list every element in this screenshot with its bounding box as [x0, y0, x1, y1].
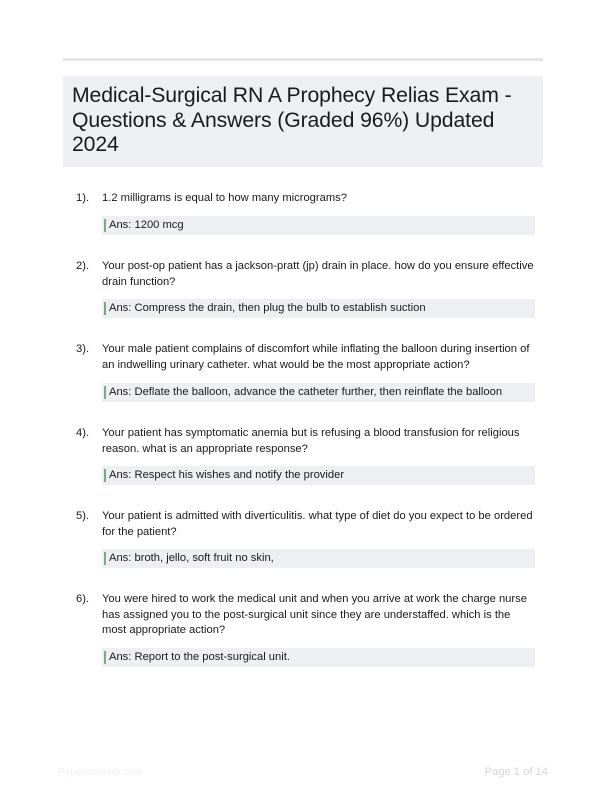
top-divider [63, 58, 543, 61]
answer-box: Ans: Compress the drain, then plug the bulb to establish suction [102, 299, 535, 318]
question-number: 3). [76, 343, 90, 355]
answer-box: Ans: Deflate the balloon, advance the catheter further, then reinflate the balloon [102, 383, 535, 402]
answer-box: Ans: Respect his wishes and notify the provider [102, 466, 535, 485]
answer-box: Ans: broth, jello, soft fruit no skin, [102, 549, 535, 568]
question-text: Your male patient complains of discomfort while inflating the balloon during insertion of an indwelling urinary catheter. what would be the most appropriate action? [102, 343, 530, 371]
question-text: Your patient has symptomatic anemia but is refusing a blood transfusion for religious reason. what is an appropriate response? [102, 427, 520, 455]
page-number: Page 1 of 14 [484, 766, 548, 778]
question-text: 1.2 milligrams is equal to how many micrograms? [102, 192, 347, 204]
question-number: 5). [76, 510, 90, 522]
question-text: Your post-op patient has a jackson-pratt (jp) drain in place. how do you ensure effective drain function? [102, 260, 534, 288]
question-number: 2). [76, 260, 90, 272]
question-number: 4). [76, 427, 90, 439]
question-number: 1). [76, 192, 90, 204]
footer-watermark: Paperlibrarian.com [58, 767, 142, 778]
document-title: Medical-Surgical RN A Prophecy Relias Exam - Questions & Answers (Graded 96%) Updated 2024 [72, 84, 512, 157]
title-banner [63, 76, 543, 167]
question-text: Your patient is admitted with diverticulitis. what type of diet do you expect to be ordered for the patient? [102, 510, 533, 538]
answer-box: Ans: Report to the post-surgical unit. [102, 648, 535, 667]
question-number: 6). [76, 593, 90, 605]
answer-box: Ans: 1200 mcg [102, 216, 535, 235]
question-text: You were hired to work the medical unit and when you arrive at work the charge nurse has assigned you to the post-surgical unit since they are understaffed. which is the most appropriate action? [102, 593, 527, 636]
